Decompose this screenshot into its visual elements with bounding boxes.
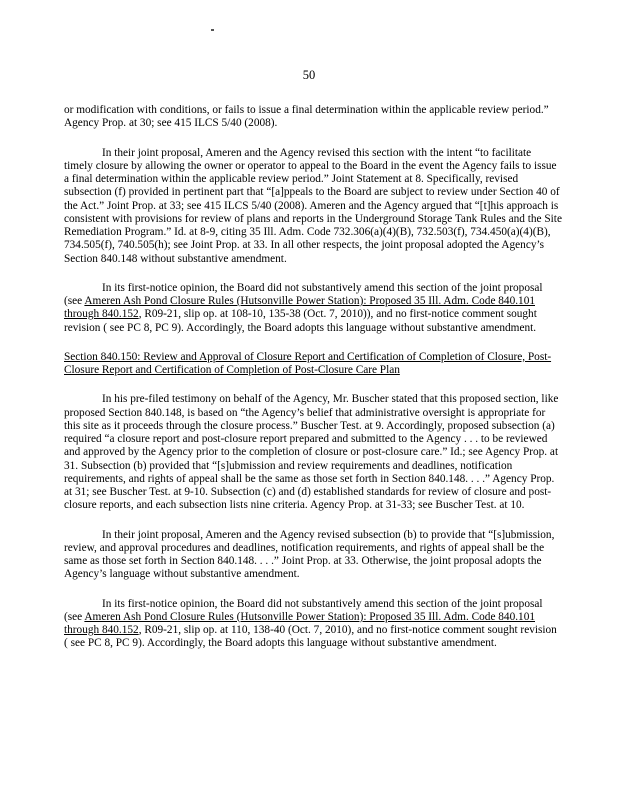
- page-number: 50: [302, 68, 316, 82]
- paragraph-text: In its first-notice opinion, the Board did not substantively amend this section of the joint proposal (see: [64, 597, 543, 623]
- paragraph-buscher-testimony: In his pre-filed testimony on behalf of the Agency, Mr. Buscher stated that this proposed section, like proposed Section 840.148, is based on “the Agency’s belief that administrative oversight is appropriate for this site as it proceeds through the closure process.” Buscher Test. at 9. Accordingly, proposed subsection (a) required “a closure report and post-closure report prepared and submitted to the Agency . . . to be reviewed and approved by the Agency prior to the completion of closure or post-closure care.” Id.; see Agency Prop. at 31. Subsection (b) provided that “[s]ubmission and review requirements and deadlines, notification requirements, and rights of appeal shall be the same as those set forth in Section 840.148. . . .” Agency Prop. at 31; see Buscher Test. at 9-10. Subsection (c) and (d) established standards for review of closure and post-closure reports, and each subsection lists nine criteria. Agency Prop. at 31-33; see Buscher Test. at 10.: [64, 393, 559, 512]
- paragraph-joint-proposal-840-150: In their joint proposal, Ameren and the Agency revised subsection (b) to provide that “[s]ubmission, review, and approval procedures and deadlines, notification requirements, and rights of appeal shall be the same as those set forth in Section 840.148. . . .” Joint Prop. at 33. Otherwise, the joint proposal adopts the Agency’s language without substantive amendment.: [64, 528, 555, 581]
- paragraph-continuation: or modification with conditions, or fails to issue a final determination within the applicable review period.” Agency Prop. at 30; see 415 ILCS 5/40 (2008).: [64, 104, 549, 130]
- scan-artifact: [211, 29, 214, 31]
- paragraph-first-notice-840-150: [64, 598, 562, 651]
- page-body: [64, 104, 562, 667]
- paragraph-text: , R09-21, slip op. at 108-10, 135-38 (Oct. 7, 2010)), and no first-notice comment sought revision ( see PC 8, PC 9). Accordingly, the Board adopts this language without substantive amendment.: [64, 308, 537, 334]
- paragraph-joint-proposal-840-148: In their joint proposal, Ameren and the Agency revised this section with the intent “to facilitate timely closure by allowing the owner or operator to appeal to the Board in the event the Agency fails to issue a final determination within the applicable review period.” Joint Statement at 8. Specifically, revised subsection (f) provided in pertinent part that “[a]ppeals to the Board are subject to review under Section 40 of the Act.” Joint Prop. at 33; see 415 ILCS 5/40 (2008). Ameren and the Agency argued that “[t]his approach is consistent with provisions for review of plans and reports in the Underground Storage Tank Rules and the Site Remediation Program.” Id. at 8-9, citing 35 Ill. Adm. Code 732.306(a)(4)(B), 732.503(f), 734.450(a)(4)(B), 734.505(f), 740.505(h); see Joint Prop. at 33. In all other respects, the joint proposal adopted the Agency’s Section 840.148 without substantive amendment.: [64, 146, 562, 265]
- case-citation: Ameren Ash Pond Closure Rules (Hutsonville Power Station): Proposed 35 Ill. Adm. Code 840.101 through 840.152: [64, 610, 535, 636]
- paragraph-text: In its first-notice opinion, the Board did not substantively amend this section of the joint proposal (see: [64, 281, 543, 307]
- case-citation: Ameren Ash Pond Closure Rules (Hutsonville Power Station): Proposed 35 Ill. Adm. Code 840.101 through 840.152: [64, 295, 535, 321]
- section-heading-840-150: Section 840.150: Review and Approval of Closure Report and Certification of Completion of Closure, Post-Closure Report and Certification of Completion of Post-Closure Care Plan: [64, 350, 552, 376]
- paragraph-first-notice-840-148: [64, 282, 562, 335]
- paragraph-text: , R09-21, slip op. at 110, 138-40 (Oct. 7, 2010), and no first-notice comment sought revision ( see PC 8, PC 9). Accordingly, the Board adopts this language without substantive amendment.: [64, 624, 557, 650]
